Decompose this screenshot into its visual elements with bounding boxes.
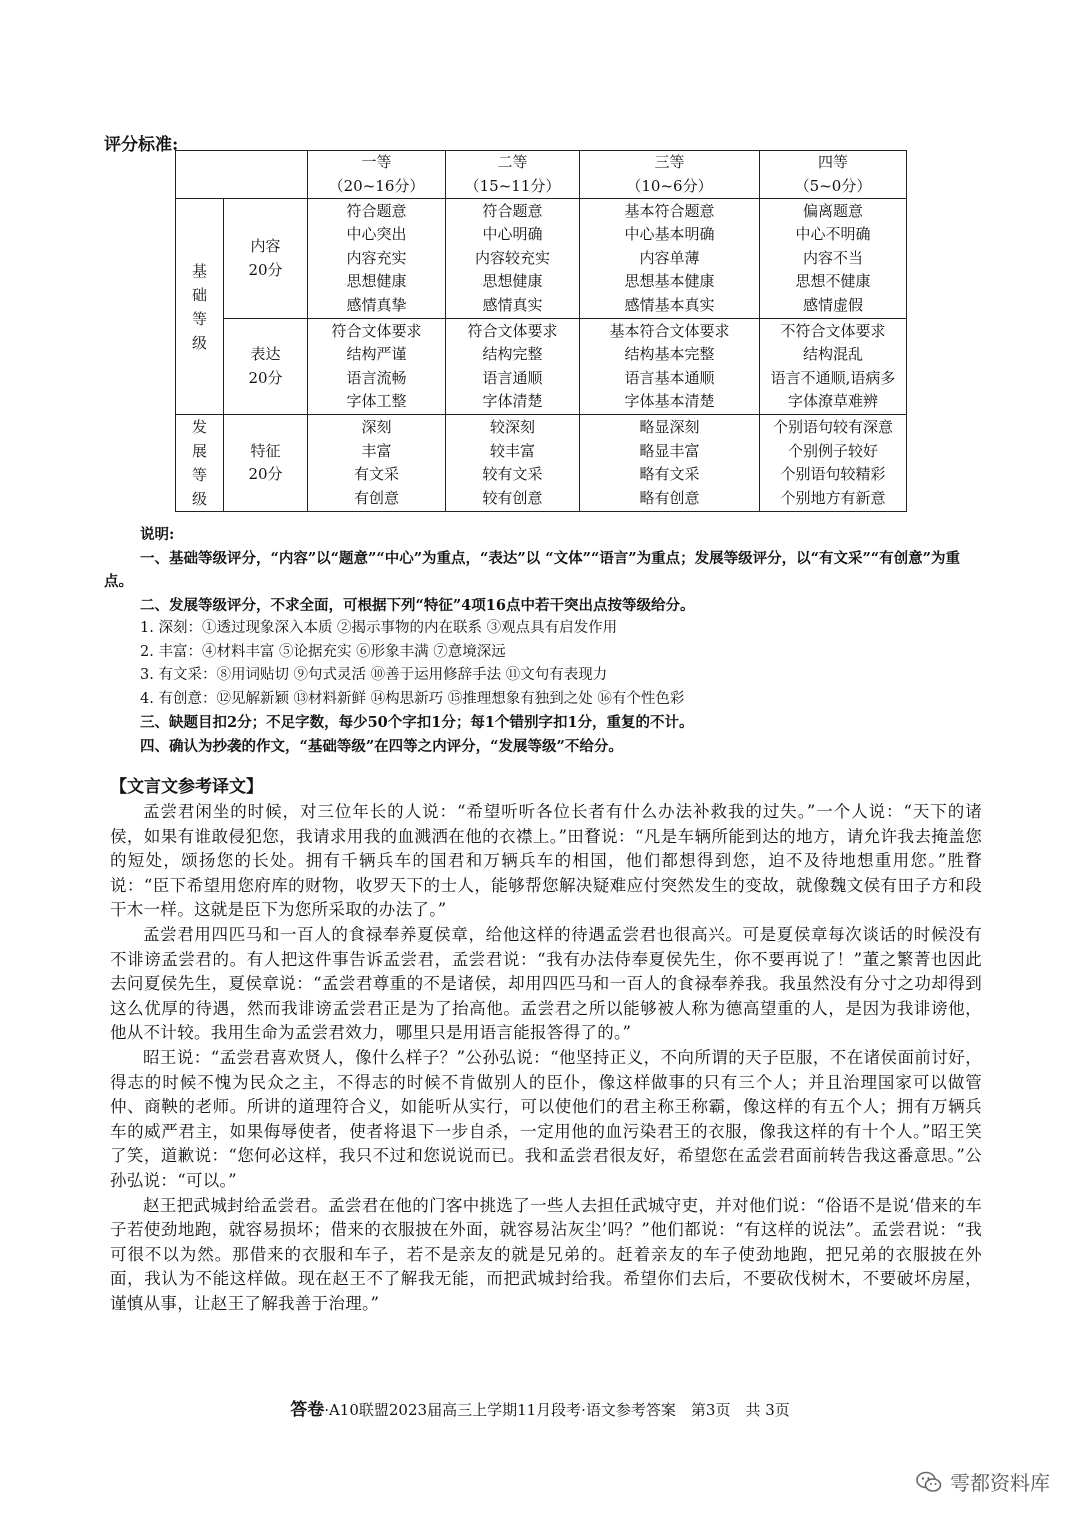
level-header: 二等 （15~11分）	[446, 151, 580, 199]
table-cell: 基本符合题意 中心基本明确 内容单薄 思想基本健康 感情基本真实	[580, 199, 760, 319]
translation-paragraph: 孟尝君用四匹马和一百人的食禄奉养夏侯章，给他这样的待遇孟尝君也很高兴。可是夏侯章每次谈话的时候没有不诽谤孟尝君的。有人把这件事告诉孟尝君，孟尝君说：“我有办法侍奉夏侯先生，你不要再说了！”董之繁菁也因此去问夏侯先生，夏侯章说：“孟尝君尊重的不是诸侯，却用四匹马和一百人的食禄奉养我。我虽然没有分寸之功却得到这么优厚的待遇，然而我诽谤孟尝君正是为了抬高他。孟尝君之所以能够被人称为德高望重的人，是因为我诽谤他，他从不计较。我用生命为孟尝君效力，哪里只是用语言能报答得了的。”	[110, 924, 982, 1043]
table-cell: 较深刻 较丰富 较有文采 较有创意	[446, 415, 580, 512]
translation-paragraph: 孟尝君闲坐的时候，对三位年长的人说：“希望听听各位长者有什么办法补救我的过失。”一个人说：“天下的诸侯，如果有谁敢侵犯您，我请求用我的血溅洒在他的衣襟上。”田瞀说：“凡是车辆所能到达的地方，请允许我去掩盖您的短处，颂扬您的长处。拥有千辆兵车的国君和万辆兵车的相国，他们都想得到您，迫不及待地想重用您。”胜瞀说：“臣下希望用您府库的财物，收罗天下的士人，能够帮您解决疑难应付突然发生的变故，就像魏文侯有田子方和段干木一样。这就是臣下为您所采取的办法了。”	[110, 802, 982, 920]
grading-table	[175, 150, 907, 512]
expression-criterion-label: 表达 20分	[224, 319, 308, 415]
brand-logo: 答卷	[290, 1400, 325, 1420]
content-criterion-label: 内容 20分	[224, 199, 308, 319]
translation-paragraph: 赵王把武城封给孟尝君。孟尝君在他的门客中挑选了一些人去担任武城守吏，并对他们说：“俗语不是说‘借来的车子若使劲地跑，就容易损坏；借来的衣服披在外面，就容易沾灰尘’吗？”他们都说：“有这样的说法”。孟尝君说：“我可很不以为然。那借来的衣服和车子，若不是亲友的就是兄弟的。赶着亲友的车子使劲地跑，把兄弟的衣服披在外面，我认为不能这样做。现在赵王不了解我无能，而把武城封给我。希望你们去后，不要砍伐树木，不要破坏房屋，谨慎从事，让赵王了解我善于治理。”	[110, 1195, 982, 1313]
page-footer	[0, 1395, 1080, 1420]
table-cell: 深刻 丰富 有文采 有创意	[308, 415, 446, 512]
table-cell: 不符合文体要求 结构混乱 语言不通顺,语病多 字体潦草难辨	[760, 319, 907, 415]
feature-criterion-label: 特征 20分	[224, 415, 308, 512]
level-header: 四等 （5~0分）	[760, 151, 907, 199]
notes-heading: 说明:	[140, 526, 175, 543]
table-corner-cell	[176, 151, 308, 199]
wechat-watermark	[916, 1467, 1050, 1496]
level-header: 三等 （10~6分）	[580, 151, 760, 199]
footer-text: ·A10联盟2023届高三上学期11月段考·语文参考答案 第3页 共 3页	[324, 1401, 790, 1419]
table-cell: 符合文体要求 结构完整 语言通顺 字体清楚	[446, 319, 580, 415]
expression-row	[176, 319, 907, 415]
note-line: 四、确认为抄袭的作文，“基础等级”在四等之内评分，“发展等级”不给分。	[140, 737, 623, 755]
watermark-text: 雩都资料库	[950, 1471, 1050, 1495]
develop-grade-label: 发 展 等 级	[176, 415, 224, 512]
translation-title: 【文言文参考译文】	[110, 777, 263, 797]
table-cell: 偏离题意 中心不明确 内容不当 思想不健康 感情虚假	[760, 199, 907, 319]
level-header: 一等 （20~16分）	[308, 151, 446, 199]
note-line: 2. 丰富：④材料丰富 ⑤论据充实 ⑥形象丰满 ⑦意境深远	[140, 643, 506, 660]
wechat-icon	[916, 1471, 942, 1493]
table-cell: 符合题意 中心明确 内容较充实 思想健康 感情真实	[446, 199, 580, 319]
basic-grade-label: 基 础 等 级	[176, 199, 224, 415]
translation-paragraph: 昭王说：“孟尝君喜欢贤人，像什么样子？”公孙弘说：“他坚持正义，不向所谓的天子臣服，不在诸侯面前讨好，得志的时候不愧为民众之主，不得志的时候不肯做别人的臣仆，像这样做事的只有三个人；并且治理国家可以做管仲、商鞅的老师。所讲的道理符合义，如能听从实行，可以使他们的君主称王称霸，像这样的有五个人；拥有万辆兵车的威严君主，如果侮辱使者，使者将退下一步自杀，一定用他的血污染君王的衣服，像我这样的有十个人。”昭王笑了笑，道歉说：“您何必这样，我只不过和您说说而已。我和孟尝君很友好，希望您在孟尝君面前转告我这番意思。”公孙弘说：“可以。”	[110, 1047, 982, 1190]
note-line: 4. 有创意：⑫见解新颖 ⑬材料新鲜 ⑭构思新巧 ⑮推理想象有独到之处 ⑯有个性色彩	[140, 690, 685, 707]
feature-row	[176, 415, 907, 512]
note-line: 一、基础等级评分，“内容”以“题意”“中心”为重点，“表达”以 “文体”“语言”为重点；发展等级评分，以“有文采”“有创意”为重点。	[104, 549, 960, 590]
notes-section	[104, 523, 984, 758]
table-cell: 符合文体要求 结构严谨 语言流畅 字体工整	[308, 319, 446, 415]
translation-body	[110, 800, 982, 1316]
content-row	[176, 199, 907, 319]
table-header-row	[176, 151, 907, 199]
page-title: 评分标准:	[104, 135, 179, 155]
note-line: 二、发展等级评分，不求全面，可根据下列“特征”4项16点中若干突出点按等级给分。	[140, 596, 695, 614]
table-cell: 略显深刻 略显丰富 略有文采 略有创意	[580, 415, 760, 512]
note-line: 3. 有文采：⑧用词贴切 ⑨句式灵活 ⑩善于运用修辞手法 ⑪文句有表现力	[140, 667, 608, 683]
table-cell: 基本符合文体要求 结构基本完整 语言基本通顺 字体基本清楚	[580, 319, 760, 415]
table-cell: 个别语句较有深意 个别例子较好 个别语句较精彩 个别地方有新意	[760, 415, 907, 512]
note-line: 三、缺题目扣2分；不足字数，每少50个字扣1分；每1个错别字扣1分，重复的不计。	[140, 714, 694, 731]
table-cell: 符合题意 中心突出 内容充实 思想健康 感情真挚	[308, 199, 446, 319]
note-line: 1. 深刻：①透过现象深入本质 ②揭示事物的内在联系 ③观点具有启发作用	[140, 620, 618, 636]
